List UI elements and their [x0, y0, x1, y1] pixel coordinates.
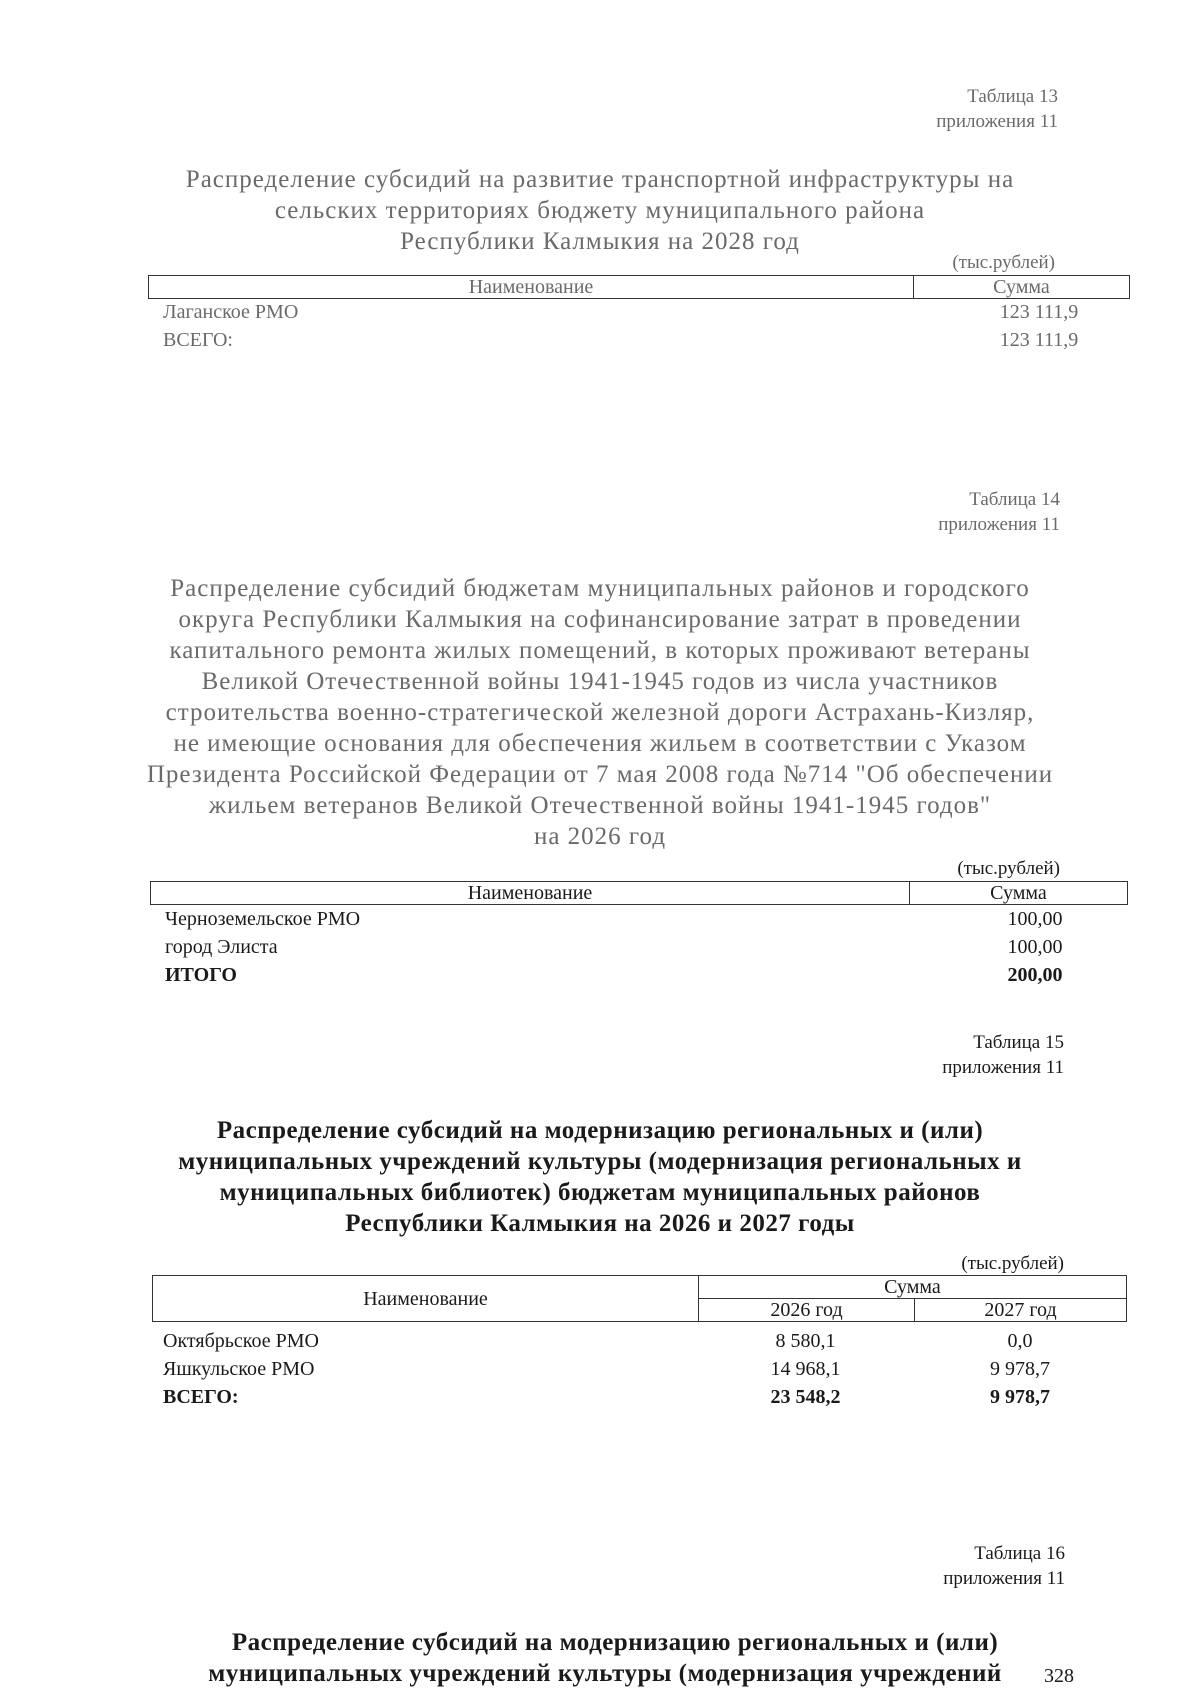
table15-title — [0, 1115, 1200, 1239]
table15-title-line: муниципальных учреждений культуры (модернизация региональных и — [178, 1148, 1022, 1175]
table15-title-line: муниципальных библиотек) бюджетам муниципальных районов — [219, 1179, 981, 1206]
table15-number: Таблица 15 — [973, 1032, 1064, 1053]
table-row — [165, 933, 1128, 961]
row-value-2027: 0,0 — [1007, 1330, 1033, 1352]
table16-title-line: муниципальных учреждений культуры (модернизация учреждений — [208, 1660, 1002, 1687]
table15-body — [163, 1327, 1127, 1411]
table16-appendix: приложения 11 — [943, 1568, 1065, 1589]
row-name: Лаганское РМО — [163, 301, 299, 323]
table13-body — [163, 298, 1130, 354]
table13-title — [0, 164, 1200, 257]
table16-title — [0, 1627, 1200, 1689]
column-header-name: Наименование — [153, 1276, 699, 1322]
table15-title-line: Республики Калмыкия на 2026 и 2027 годы — [345, 1210, 855, 1237]
row-name: ВСЕГО: — [163, 1386, 239, 1408]
column-header-sum: Сумма — [910, 882, 1128, 905]
table14-title-line: не имеющие основания для обеспечения жильем в соответствии с Указом — [173, 730, 1027, 757]
table14-header — [150, 881, 1128, 905]
table-row — [163, 326, 1130, 354]
row-value: 100,00 — [1007, 936, 1063, 958]
table14-title-line: на 2026 год — [533, 823, 667, 850]
table15-unit: (тыс.рублей) — [961, 1253, 1064, 1274]
row-value-2026: 8 580,1 — [775, 1330, 836, 1352]
table13-unit: (тыс.рублей) — [952, 252, 1055, 273]
table-row — [163, 298, 1130, 326]
table13-caption — [936, 84, 1058, 134]
table15-appendix: приложения 11 — [942, 1057, 1064, 1078]
row-value: 200,00 — [1007, 964, 1063, 986]
column-header-sum: Сумма — [699, 1276, 1127, 1299]
table14-title-line: Великой Отечественной войны 1941-1945 годов из числа участников — [201, 668, 999, 695]
table14-title-line: Президента Российской Федерации от 7 мая 2008 года №714 "Об обеспечении — [146, 761, 1054, 788]
column-header-name: Наименование — [151, 882, 910, 905]
table14-caption — [938, 487, 1060, 537]
table14-title-line: округа Республики Калмыкия на софинансирование затрат в проведении — [178, 606, 1022, 633]
row-name: Черноземельское РМО — [165, 908, 361, 930]
row-value: 123 111,9 — [999, 329, 1079, 351]
table14-body — [165, 905, 1128, 989]
table14-unit: (тыс.рублей) — [957, 858, 1060, 879]
table13-title-line: Распределение субсидий на развитие транспортной инфраструктуры на — [185, 166, 1015, 193]
table-row — [165, 905, 1128, 933]
column-header-sum: Сумма — [914, 276, 1130, 299]
table15-title-line: Распределение субсидий на модернизацию региональных и (или) — [216, 1117, 984, 1144]
row-value: 100,00 — [1007, 908, 1063, 930]
table14-title-line: капитального ремонта жилых помещений, в которых проживают ветераны — [169, 637, 1031, 664]
row-name: ВСЕГО: — [163, 329, 233, 351]
column-header-name: Наименование — [149, 276, 914, 299]
row-name: город Элиста — [165, 936, 278, 958]
table-row-total — [163, 1383, 1127, 1411]
table14-title — [0, 573, 1200, 852]
table13-header — [148, 275, 1130, 299]
page-number: 328 — [1044, 1665, 1074, 1687]
table14-title-line: строительства военно-стратегической железной дороги Астрахань-Кизляр, — [165, 699, 1035, 726]
row-value-2027: 9 978,7 — [990, 1386, 1050, 1408]
table-row — [163, 1355, 1127, 1383]
row-value-2027: 9 978,7 — [990, 1358, 1050, 1380]
row-name: Яшкульское РМО — [163, 1358, 315, 1380]
row-value-2026: 14 968,1 — [770, 1358, 841, 1380]
row-name: Октябрьское РМО — [163, 1330, 319, 1352]
row-name: ИТОГО — [165, 964, 237, 986]
table13-title-line: сельских территориях бюджету муниципального района — [274, 197, 926, 224]
table14-title-line: Распределение субсидий бюджетам муниципальных районов и городского — [170, 575, 1030, 602]
row-value-2026: 23 548,2 — [770, 1386, 841, 1408]
table13-title-line: Республики Калмыкия на 2028 год — [400, 228, 800, 255]
row-value: 123 111,9 — [999, 301, 1079, 323]
table13-appendix: приложения 11 — [936, 111, 1058, 132]
table15-header — [152, 1275, 1127, 1322]
table14-appendix: приложения 11 — [938, 514, 1060, 535]
table16-number: Таблица 16 — [974, 1543, 1065, 1564]
table16-caption — [943, 1541, 1065, 1591]
table16-title-line: Распределение субсидий на модернизацию региональных и (или) — [231, 1629, 999, 1656]
table14-title-line: жильем ветеранов Великой Отечественной войны 1941-1945 годов" — [208, 792, 992, 819]
table15-caption — [942, 1030, 1064, 1080]
column-header-2027: 2027 год — [915, 1299, 1127, 1322]
table-row-total — [165, 961, 1128, 989]
table13-number: Таблица 13 — [967, 86, 1058, 107]
column-header-2026: 2026 год — [699, 1299, 915, 1322]
table-row — [163, 1327, 1127, 1355]
table14-number: Таблица 14 — [969, 489, 1060, 510]
